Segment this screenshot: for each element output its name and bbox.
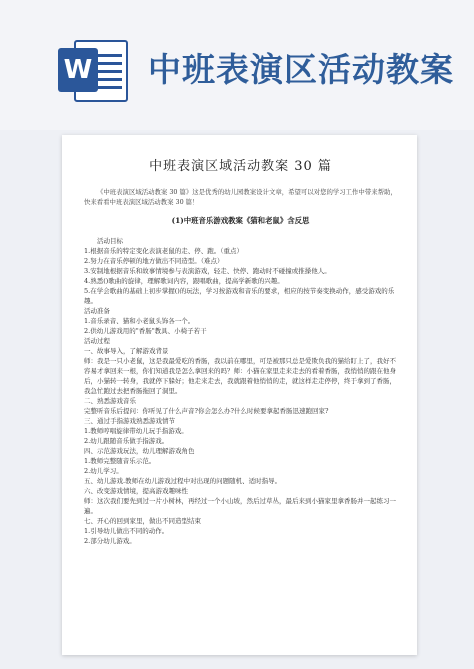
body-line: 1.教师完整随音乐示范。 bbox=[84, 457, 156, 465]
body-line: 七、开心的回到家里，做出不同造型结束 bbox=[84, 517, 201, 525]
body-line: 1.教师哼唱旋律带幼儿玩手指游戏。 bbox=[84, 427, 188, 435]
document-body bbox=[84, 236, 397, 546]
body-line: 2.幼儿跟随音乐做手指游戏。 bbox=[84, 437, 169, 445]
body-line: 三、通过手指游戏熟悉游戏情节 bbox=[84, 417, 175, 425]
body-line: 活动目标 bbox=[97, 237, 123, 245]
document-title: 中班表演区域活动教案 30 篇 bbox=[149, 159, 332, 174]
banner-title: 中班表演区活动教案 bbox=[148, 50, 454, 89]
document-page bbox=[62, 135, 417, 655]
word-w-tile: W bbox=[58, 48, 98, 92]
body-line: 六、改变游戏情境，提高游戏趣味性 bbox=[84, 487, 188, 495]
body-line: 二、熟悉游戏音乐 bbox=[84, 397, 136, 405]
body-line: 2.努力在音乐停顿的地方做出不同造型。（难点） bbox=[84, 257, 224, 265]
body-line: 完整听音乐后提问：你听见了什么声音?你会怎么办?什么时候要拿起香肠迅速跑回家? bbox=[84, 407, 329, 415]
body-line: 1.引导幼儿做出不同的动作。 bbox=[84, 527, 169, 535]
body-line: 3.安制地根据音乐和故事情境参与表演游戏，轻走、快停、跑动时不碰撞或推搡他人。 bbox=[84, 267, 331, 275]
body-line: 2.部分幼儿游戏。 bbox=[84, 537, 136, 545]
body-line: 1.根据音乐的特定变化表演老鼠的走、停、跑。（重点） bbox=[84, 247, 243, 255]
body-line: 2.供幼儿游戏用的"香肠"教具、小椅子若干 bbox=[84, 327, 207, 335]
body-line: 师：我是一只小老鼠，这是我最爱吃的香肠，我以前在哪里，可是被那只总是爱欺负我的猫给盯上了，我好不容易才拿回来一根，你们知道我是怎么拿回来的吗？师：小猫在家里走来走去的看着香肠，我悄悄的跟在他身后，小猫转一转身，我就停下躲好；他走来走去，我就跟着他悄悄的走，就这样走走停停，终于拿到了香肠，我急忙跑过去把香肠拖回了洞里。 bbox=[84, 357, 396, 395]
body-line: 四、示范游戏玩法，幼儿理解游戏角色 bbox=[84, 447, 195, 455]
body-line: 5.在学会歌曲的基础上初步掌握()的玩法，学习按游戏和音乐的要求，相应的按节奏变换动作，感受游戏的乐趣。 bbox=[84, 287, 395, 305]
body-line: 活动过程 bbox=[84, 337, 110, 345]
body-line: 师：这次我们要先到过一片小树林，再经过一个小山坡，然后过草丛，最后来到小猫家里拿香肠并一起练习一遍。 bbox=[84, 497, 396, 515]
document-intro: 《中班表演区域活动教案 30 篇》这是优秀的幼儿园教案设计文章，希望可以对您的学习工作中带来帮助，快来看看中班表演区域活动教案 30 篇！ bbox=[84, 188, 397, 206]
body-line: 4.熟悉()歌曲的旋律，理解歌词内容，跟唱歌曲，提高学新歌的兴趣。 bbox=[84, 277, 284, 285]
body-line: 五、幼儿游戏.教师在幼儿游戏过程中对出现的问题随机、适时指导。 bbox=[84, 477, 282, 485]
body-line: 2.幼儿学习。 bbox=[84, 467, 123, 475]
word-document-icon bbox=[58, 38, 130, 104]
body-line: 活动准备 bbox=[84, 307, 110, 315]
body-line: 1.音乐录音、猫和小老鼠头饰各一个。 bbox=[84, 317, 195, 325]
section-heading: (1)中班音乐游戏教案《猫和老鼠》含反思 bbox=[171, 216, 310, 225]
body-line: 一、故事导入，了解游戏背景 bbox=[84, 347, 169, 355]
banner bbox=[0, 0, 474, 130]
